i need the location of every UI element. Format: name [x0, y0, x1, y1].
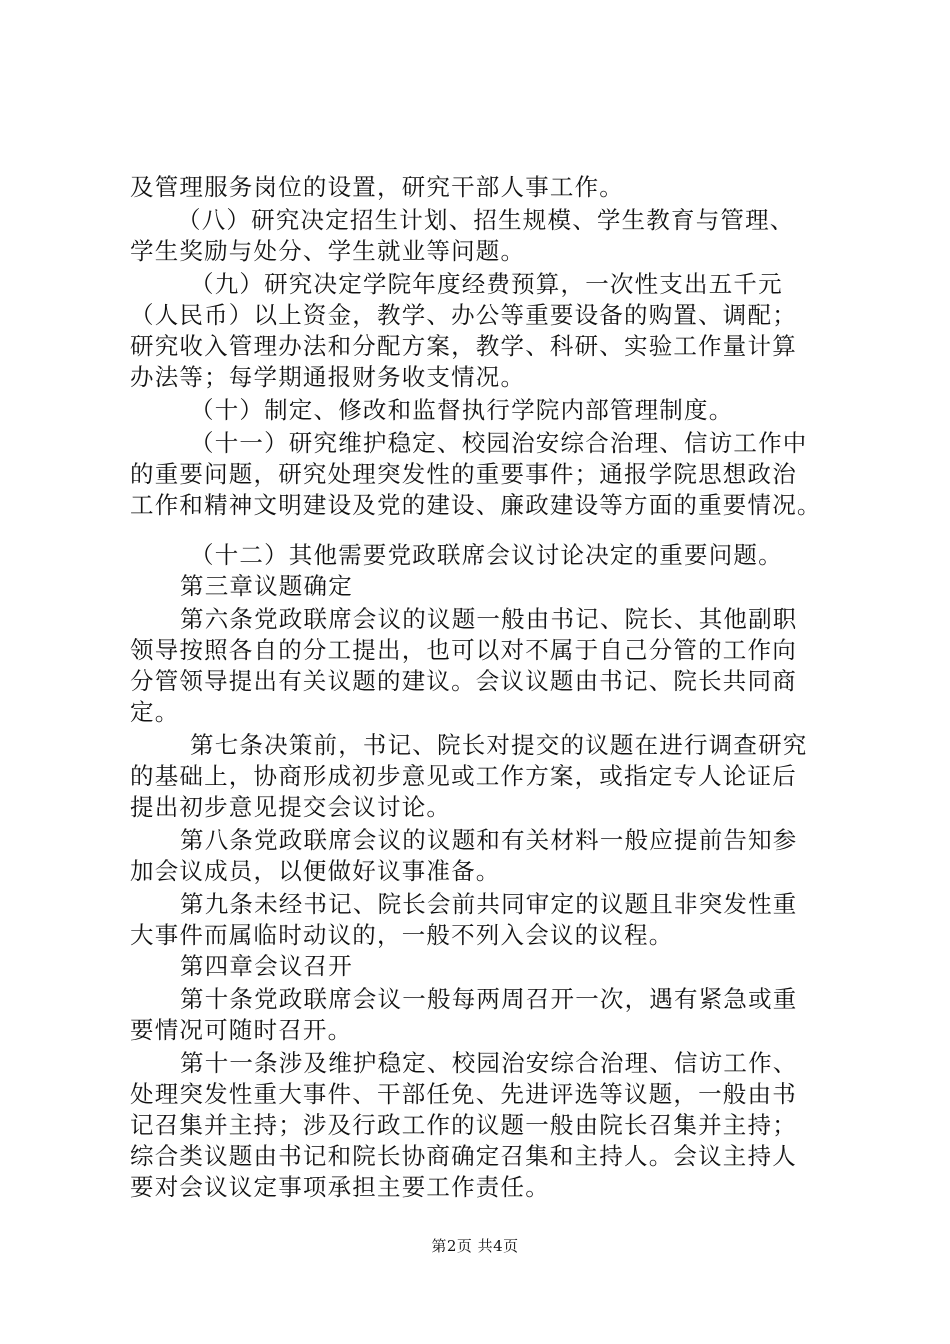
text-line: （人民币）以上资金，教学、办公等重要设备的购置、调配； [130, 301, 797, 329]
text-line: （八）研究决定招生计划、招生规模、学生教育与管理、 [177, 206, 795, 234]
text-line: 办法等；每学期通报财务收支情况。 [130, 363, 526, 391]
text-line: 分管领导提出有关议题的建议。会议议题由书记、院长共同商 [130, 667, 797, 695]
text-line: （十）制定、修改和监督执行学院内部管理制度。 [190, 396, 734, 424]
text-line: 综合类议题由书记和院长协商确定召集和主持人。会议主持人 [130, 1142, 797, 1170]
text-line: 要情况可随时召开。 [130, 1016, 353, 1044]
text-line: 要对会议议定事项承担主要工作责任。 [130, 1173, 550, 1201]
chapter-heading: 第三章议题确定 [180, 572, 353, 600]
text-line: 的重要问题，研究处理突发性的重要事件；通报学院思想政治 [130, 460, 797, 488]
text-line: 大事件而属临时动议的，一般不列入会议的议程。 [130, 921, 674, 949]
text-line: 学生奖励与处分、学生就业等问题。 [130, 237, 526, 265]
chapter-heading: 第四章会议召开 [180, 952, 353, 980]
text-line: 定。 [130, 698, 180, 726]
text-line: 的基础上，协商形成初步意见或工作方案，或指定专人论证后 [130, 762, 797, 790]
document-body [130, 172, 850, 1203]
text-line: 及管理服务岗位的设置，研究干部人事工作。 [130, 173, 624, 201]
text-line: 第十条党政联席会议一般每两周召开一次，遇有紧急或重 [180, 985, 798, 1013]
page-number-footer: 第2页 共4页 [431, 1237, 519, 1255]
text-line: 第七条决策前，书记、院长对提交的议题在进行调查研究 [190, 731, 808, 759]
text-line: 第九条未经书记、院长会前共同审定的议题且非突发性重 [180, 890, 798, 918]
text-line: 处理突发性重大事件、干部任免、先进评选等议题，一般由书 [130, 1080, 797, 1108]
text-line: 领导按照各自的分工提出，也可以对不属于自己分管的工作向 [130, 636, 797, 664]
text-line: 第六条党政联席会议的议题一般由书记、院长、其他副职 [180, 605, 798, 633]
text-line: （十二）其他需要党政联席会议讨论决定的重要问题。 [190, 541, 783, 569]
text-line: 加会议成员，以便做好议事准备。 [130, 857, 501, 885]
text-line: 提出初步意见提交会议讨论。 [130, 793, 452, 821]
text-line: 工作和精神文明建设及党的建设、廉政建设等方面的重要情况。 [130, 491, 822, 519]
text-line: 研究收入管理办法和分配方案，教学、科研、实验工作量计算 [130, 332, 797, 360]
text-line: （十一）研究维护稳定、校园治安综合治理、信访工作中 [190, 429, 808, 457]
text-line: 记召集并主持；涉及行政工作的议题一般由院长召集并主持； [130, 1111, 797, 1139]
text-line: 第十一条涉及维护稳定、校园治安综合治理、信访工作、 [180, 1049, 798, 1077]
text-line: 第八条党政联席会议的议题和有关材料一般应提前告知参 [180, 826, 798, 854]
text-line: （九）研究决定学院年度经费预算，一次性支出五千元 [190, 270, 783, 298]
